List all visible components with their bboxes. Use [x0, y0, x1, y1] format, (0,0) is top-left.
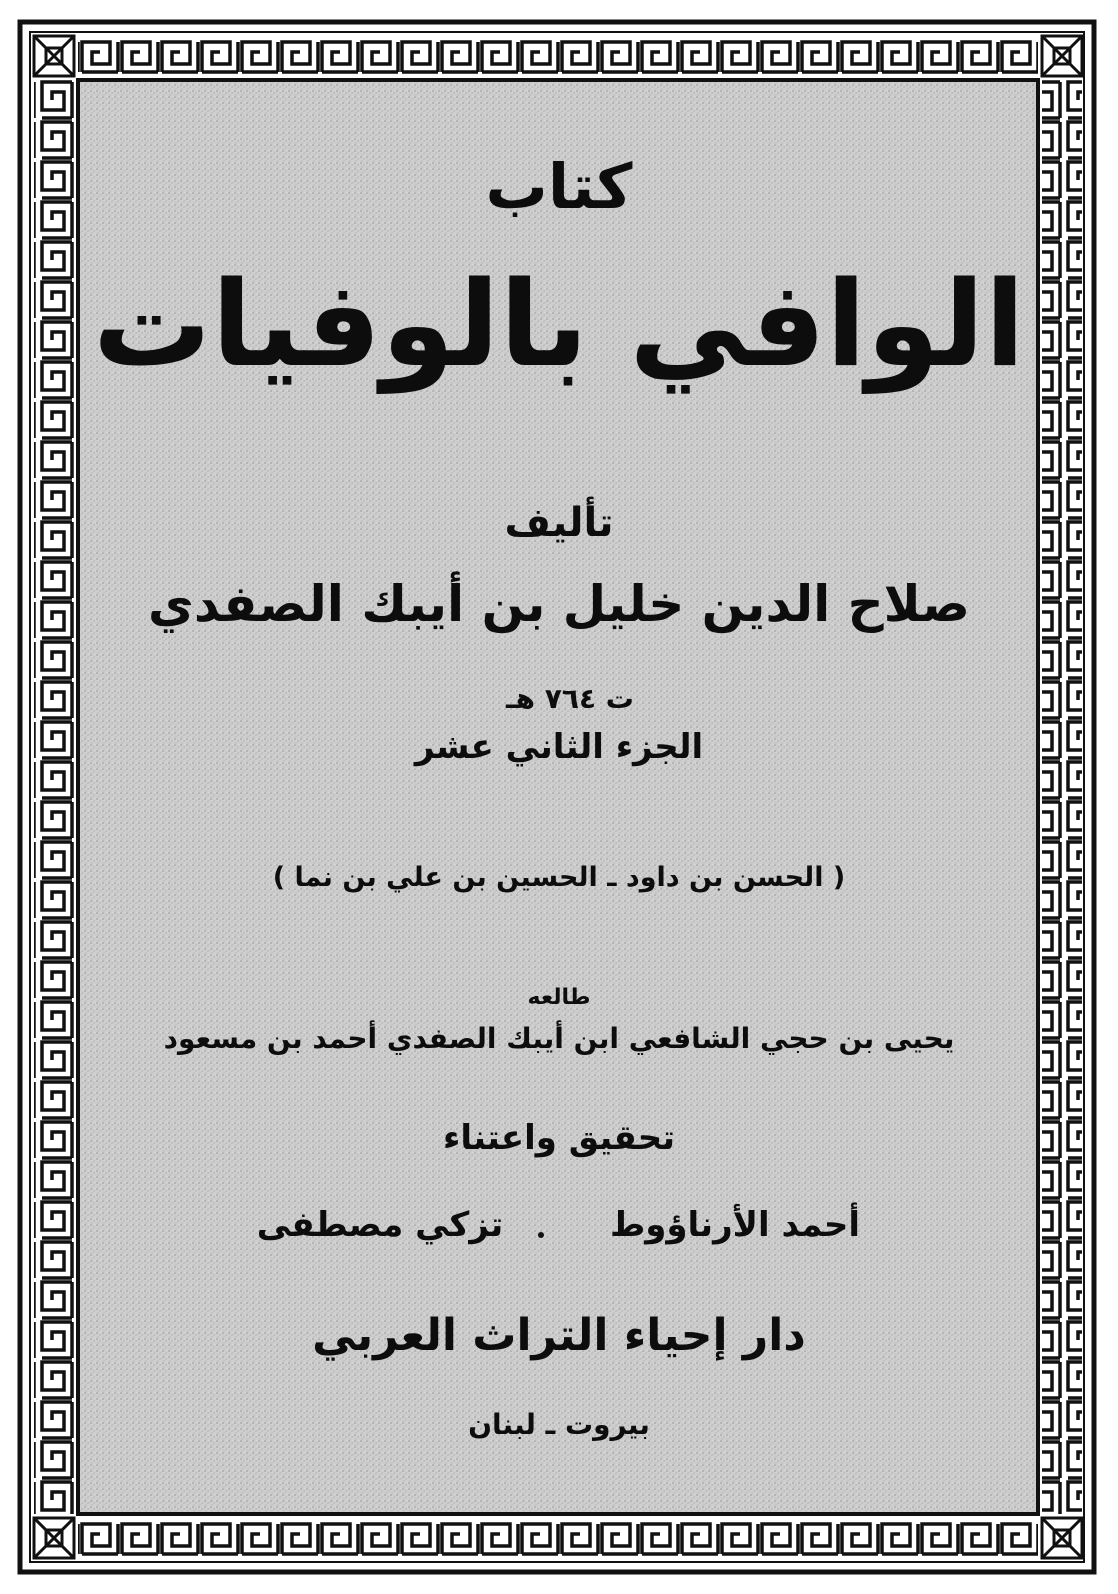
manuscript-chain: يحيى بن حجي الشافعي ابن أيبك الصفدي أحمد بن مسعود [163, 1022, 955, 1055]
volume-number: الجزء الثاني عشر [414, 727, 704, 767]
publisher-city: بيروت ـ لبنان [468, 1408, 650, 1441]
editor-name-right: أحمد الأرناؤوط [609, 1205, 861, 1245]
right-meander-band [1042, 80, 1082, 1514]
authorship-label: تأليف [504, 500, 614, 546]
bottom-meander-band [78, 1518, 1038, 1558]
editor-name-left: تزكي مصطفى [256, 1205, 504, 1245]
death-year: ت ٧٦٤ هـ [506, 682, 634, 715]
publisher-name: دار إحياء التراث العربي [312, 1310, 806, 1361]
top-meander-band [78, 36, 1038, 76]
left-meander-band [34, 80, 74, 1514]
volume-range: ( الحسن بن داود ـ الحسين بن علي بن نما ) [272, 862, 846, 893]
reviewed-by-label: طالعه [527, 985, 591, 1010]
book-label: كتاب [485, 150, 633, 223]
book-title: الوافي بالوفيات [92, 255, 1026, 393]
editor-separator [538, 1232, 544, 1238]
author-name: صلاح الدين خليل بن أيبك الصفدي [148, 575, 970, 633]
editing-label: تحقيق واعتناء [442, 1118, 676, 1158]
